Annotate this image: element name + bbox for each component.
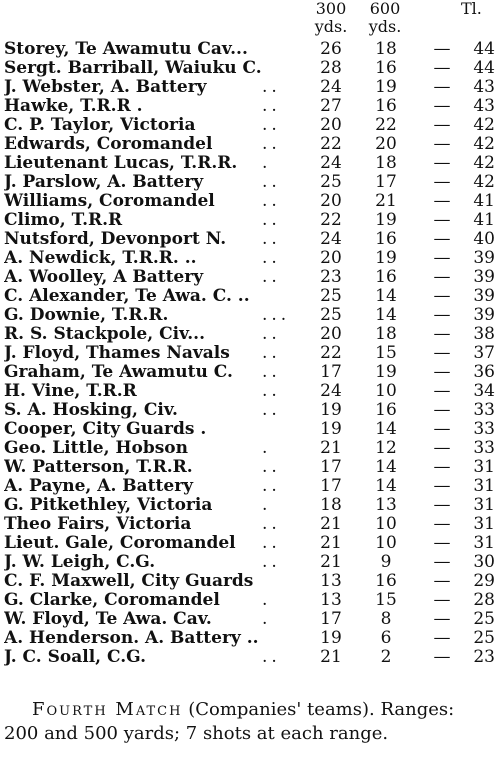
table-row [0,382,497,401]
competitor-name: Nutsford, Devonport N. [4,230,227,249]
score-300-yards: 27 [320,96,342,116]
table-row [0,344,497,363]
score-600-yards: 10 [375,381,397,401]
score-300-yards: 17 [320,609,342,629]
score-600-yards: 13 [375,495,397,515]
dash-separator: — [433,419,451,439]
competitor-name: J. C. Soall, C.G. [4,648,146,667]
match-description: (Companies' teams). Ranges: 200 and 500 yards; 7 shots at each range. [4,699,455,744]
dash-separator: — [433,362,451,382]
table-row [0,306,497,325]
dash-separator: — [433,191,451,211]
dash-separator: — [433,590,451,610]
dash-separator: — [433,58,451,78]
score-300-yards: 22 [320,134,342,154]
score-300-yards: 13 [320,571,342,591]
total-score: 39 [473,267,495,287]
leader-dots: .. [262,400,281,420]
header-300: 300 [315,0,347,18]
score-600-yards: 14 [375,457,397,477]
table-row [0,116,497,135]
leader-dots: .. [262,229,281,249]
leader-dots: .. [262,533,281,553]
table-row [0,325,497,344]
score-300-yards: 24 [320,153,342,173]
score-300-yards: 24 [320,77,342,97]
score-600-yards: 16 [375,571,397,591]
score-300-yards: 26 [320,39,342,59]
score-600-yards: 16 [375,58,397,78]
score-600-yards: 14 [375,476,397,496]
table-row [0,610,497,629]
competitor-name: A. Payne, A. Battery [4,477,194,496]
table-row [0,420,497,439]
leader-dots: .. [262,647,281,667]
table-row [0,230,497,249]
leader-dots: .. [262,514,281,534]
total-score: 44 [473,58,495,78]
score-600-yards: 19 [375,362,397,382]
score-600-yards: 20 [375,134,397,154]
leader-dots: .. [262,77,281,97]
total-score: 29 [473,571,495,591]
dash-separator: — [433,457,451,477]
dash-separator: — [433,381,451,401]
competitor-name: A. Henderson. A. Battery .. [4,629,259,648]
competitor-name: C. Alexander, Te Awa. C. .. [4,287,250,306]
total-score: 31 [473,457,495,477]
score-600-yards: 15 [375,343,397,363]
score-600-yards: 8 [380,609,392,629]
leader-dots: . [262,495,272,515]
table-row [0,401,497,420]
score-300-yards: 25 [320,286,342,306]
dash-separator: — [433,400,451,420]
dash-separator: — [433,324,451,344]
score-300-yards: 25 [320,305,342,325]
score-300-yards: 21 [320,552,342,572]
total-score: 33 [473,419,495,439]
leader-dots: .. [262,210,281,230]
competitor-name: Cooper, City Guards . [4,420,207,439]
total-score: 41 [473,210,495,230]
leader-dots: .. [262,362,281,382]
dash-separator: — [433,495,451,515]
dash-separator: — [433,343,451,363]
table-row [0,135,497,154]
dash-separator: — [433,552,451,572]
total-score: 31 [473,533,495,553]
total-score: 33 [473,438,495,458]
leader-dots: .. [262,96,281,116]
fourth-match-paragraph [4,698,494,746]
total-score: 42 [473,153,495,173]
total-score: 43 [473,77,495,97]
leader-dots: .. [262,552,281,572]
total-score: 25 [473,609,495,629]
leader-dots: .. [262,381,281,401]
dash-separator: — [433,77,451,97]
score-300-yards: 17 [320,457,342,477]
leader-dots: . [262,609,272,629]
score-600-yards: 16 [375,96,397,116]
competitor-name: J. Floyd, Thames Navals [4,344,230,363]
table-row [0,287,497,306]
total-score: 33 [473,400,495,420]
table-row [0,59,497,78]
competitor-name: G. Pitkethley, Victoria [4,496,213,515]
total-score: 37 [473,343,495,363]
leader-dots: ... [262,305,291,325]
table-row [0,363,497,382]
score-300-yards: 19 [320,628,342,648]
total-score: 43 [473,96,495,116]
table-row [0,173,497,192]
leader-dots: .. [262,457,281,477]
header-600-unit: yds. [368,17,402,36]
header-total: Tl. [461,0,482,18]
dash-separator: — [433,210,451,230]
score-300-yards: 20 [320,115,342,135]
competitor-name: Edwards, Coromandel [4,135,213,154]
score-600-yards: 15 [375,590,397,610]
score-600-yards: 2 [380,647,392,667]
score-600-yards: 10 [375,533,397,553]
total-score: 31 [473,514,495,534]
competitor-name: G. Clarke, Coromandel [4,591,220,610]
total-score: 30 [473,552,495,572]
score-300-yards: 19 [320,419,342,439]
score-300-yards: 19 [320,400,342,420]
competitor-name: Williams, Coromandel [4,192,215,211]
table-row [0,40,497,59]
competitor-name: Graham, Te Awamutu C. [4,363,233,382]
header-600: 600 [369,0,401,18]
score-600-yards: 19 [375,210,397,230]
dash-separator: — [433,115,451,135]
score-300-yards: 18 [320,495,342,515]
competitor-name: Theo Fairs, Victoria [4,515,192,534]
table-row [0,154,497,173]
score-300-yards: 13 [320,590,342,610]
score-300-yards: 24 [320,381,342,401]
table-row [0,496,497,515]
dash-separator: — [433,153,451,173]
score-300-yards: 21 [320,514,342,534]
total-score: 42 [473,172,495,192]
table-row [0,591,497,610]
competitor-name: W. Patterson, T.R.R. [4,458,193,477]
leader-dots: .. [262,248,281,268]
score-300-yards: 21 [320,533,342,553]
leader-dots: .. [262,191,281,211]
score-600-yards: 18 [375,153,397,173]
leader-dots: .. [262,172,281,192]
leader-dots: .. [262,343,281,363]
dash-separator: — [433,476,451,496]
total-score: 42 [473,134,495,154]
header-300-unit: yds. [314,17,348,36]
competitor-name: A. Newdick, T.R.R. .. [4,249,197,268]
score-600-yards: 9 [380,552,392,572]
score-600-yards: 21 [375,191,397,211]
total-score: 23 [473,647,495,667]
dash-separator: — [433,96,451,116]
column-header-300-yards [309,0,353,40]
score-300-yards: 25 [320,172,342,192]
competitor-name: C. P. Taylor, Victoria [4,116,196,135]
competitor-name: S. A. Hosking, Civ. [4,401,178,420]
score-600-yards: 12 [375,438,397,458]
score-300-yards: 20 [320,248,342,268]
dash-separator: — [433,39,451,59]
score-600-yards: 16 [375,267,397,287]
competitor-name: Climo, T.R.R [4,211,123,230]
score-600-yards: 14 [375,286,397,306]
competitor-name: J. W. Leigh, C.G. [4,553,156,572]
dash-separator: — [433,305,451,325]
leader-dots: .. [262,324,281,344]
total-score: 40 [473,229,495,249]
score-600-yards: 14 [375,305,397,325]
scores-table [0,40,497,667]
dash-separator: — [433,647,451,667]
score-300-yards: 17 [320,362,342,382]
dash-separator: — [433,229,451,249]
total-score: 41 [473,191,495,211]
table-row [0,648,497,667]
score-600-yards: 18 [375,324,397,344]
competitor-name: Storey, Te Awamutu Cav... [4,40,248,59]
table-row [0,629,497,648]
leader-dots: .. [262,267,281,287]
dash-separator: — [433,267,451,287]
dash-separator: — [433,571,451,591]
leader-dots: .. [262,134,281,154]
table-row [0,192,497,211]
total-score: 34 [473,381,495,401]
total-score: 44 [473,39,495,59]
competitor-name: Hawke, T.R.R . [4,97,143,116]
competitor-name: J. Webster, A. Battery [4,78,207,97]
score-600-yards: 19 [375,77,397,97]
competitor-name: Sergt. Barriball, Waiuku C. [4,59,262,78]
column-header-600-yards [363,0,407,40]
table-row [0,534,497,553]
dash-separator: — [433,172,451,192]
score-300-yards: 21 [320,647,342,667]
total-score: 25 [473,628,495,648]
total-score: 31 [473,476,495,496]
score-300-yards: 22 [320,210,342,230]
competitor-name: A. Woolley, A Battery [4,268,204,287]
total-score: 39 [473,248,495,268]
score-600-yards: 19 [375,248,397,268]
score-300-yards: 24 [320,229,342,249]
dash-separator: — [433,628,451,648]
competitor-name: W. Floyd, Te Awa. Cav. [4,610,212,629]
table-row [0,249,497,268]
score-300-yards: 23 [320,267,342,287]
dash-separator: — [433,533,451,553]
score-600-yards: 14 [375,419,397,439]
table-row [0,439,497,458]
leader-dots: .. [262,476,281,496]
score-300-yards: 17 [320,476,342,496]
column-header-total [461,0,497,40]
table-row [0,458,497,477]
table-row [0,97,497,116]
score-300-yards: 20 [320,324,342,344]
total-score: 42 [473,115,495,135]
total-score: 31 [473,495,495,515]
table-row [0,78,497,97]
score-600-yards: 22 [375,115,397,135]
score-300-yards: 28 [320,58,342,78]
competitor-name: C. F. Maxwell, City Guards [4,572,254,591]
competitor-name: Lieutenant Lucas, T.R.R. [4,154,238,173]
score-600-yards: 18 [375,39,397,59]
total-score: 28 [473,590,495,610]
match-heading: Fourth Match [32,699,183,720]
competitor-name: G. Downie, T.R.R. [4,306,169,325]
table-row [0,268,497,287]
score-600-yards: 17 [375,172,397,192]
table-row [0,572,497,591]
dash-separator: — [433,438,451,458]
leader-dots: . [262,153,272,173]
table-row [0,477,497,496]
competitor-name: H. Vine, T.R.R [4,382,137,401]
leader-dots: .. [262,115,281,135]
dash-separator: — [433,248,451,268]
dash-separator: — [433,609,451,629]
score-600-yards: 10 [375,514,397,534]
total-score: 39 [473,286,495,306]
score-600-yards: 16 [375,400,397,420]
total-score: 38 [473,324,495,344]
competitor-name: Lieut. Gale, Coromandel [4,534,236,553]
score-300-yards: 22 [320,343,342,363]
total-score: 36 [473,362,495,382]
total-score: 39 [473,305,495,325]
competitor-name: Geo. Little, Hobson [4,439,188,458]
leader-dots: . [262,590,272,610]
table-row [0,211,497,230]
score-300-yards: 21 [320,438,342,458]
competitor-name: J. Parslow, A. Battery [4,173,204,192]
dash-separator: — [433,514,451,534]
score-600-yards: 6 [380,628,392,648]
score-600-yards: 16 [375,229,397,249]
table-row [0,553,497,572]
competitor-name: R. S. Stackpole, Civ... [4,325,205,344]
dash-separator: — [433,134,451,154]
score-300-yards: 20 [320,191,342,211]
table-row [0,515,497,534]
dash-separator: — [433,286,451,306]
leader-dots: . [262,438,272,458]
